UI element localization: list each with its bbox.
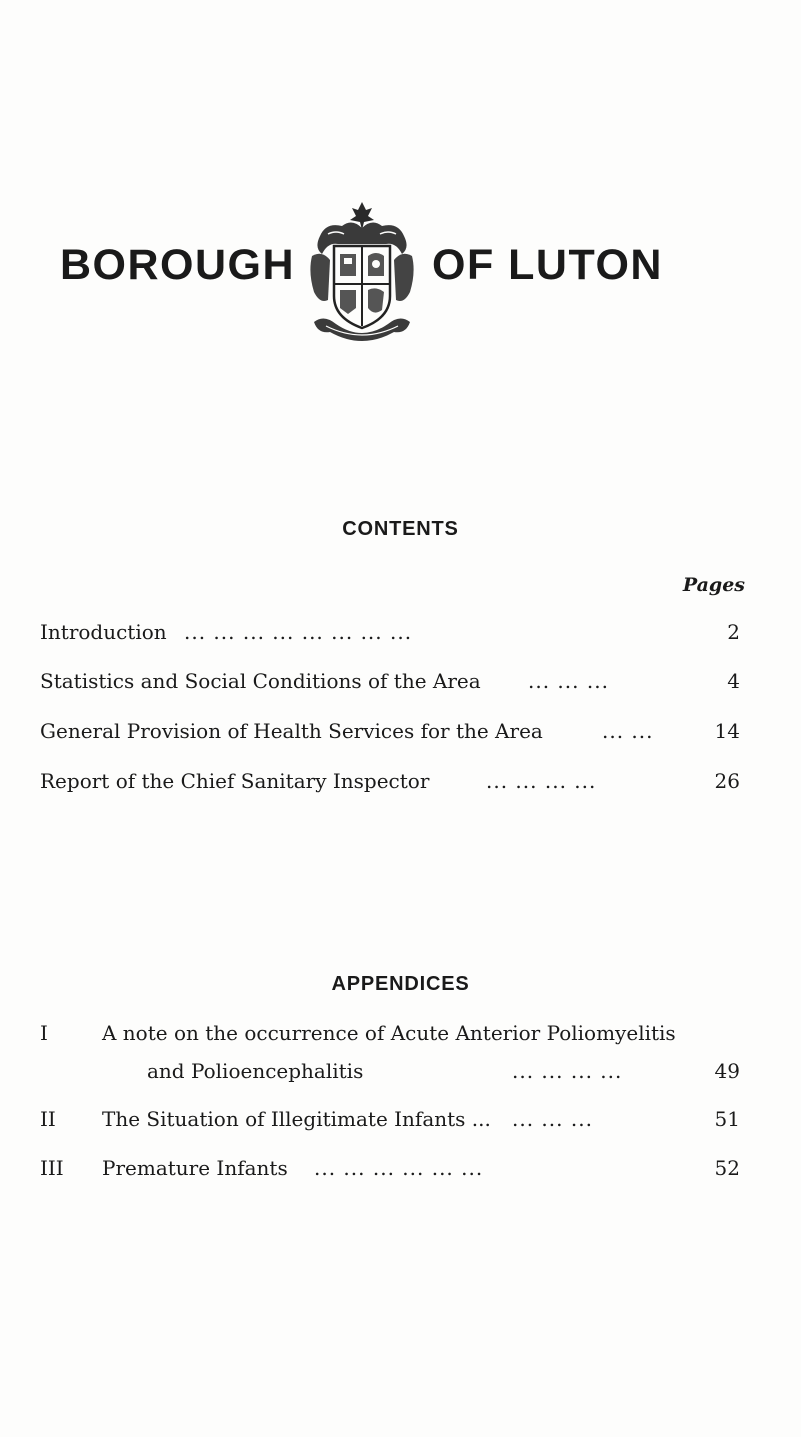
toc-entry-health-services: [40, 716, 740, 746]
toc-entry-leader: ... ...: [602, 719, 654, 743]
coat-of-arms-crest: [306, 200, 418, 350]
toc-entry-leader: ... ... ...: [528, 669, 609, 693]
toc-entry-title: Report of the Chief Sanitary Inspector: [40, 769, 430, 793]
appendix-page: 51: [714, 1107, 740, 1131]
appendix-title-line2: and Polioencephalitis: [147, 1059, 364, 1083]
appendix-entry-i: [40, 1018, 740, 1088]
toc-entry-page: 14: [714, 719, 740, 743]
toc-entry-page: 2: [727, 620, 740, 644]
appendix-number: III: [40, 1156, 64, 1180]
toc-entry-page: 26: [714, 769, 740, 793]
toc-entry-leader: ... ... ... ... ... ... ... ...: [184, 620, 413, 644]
pages-column-label: Pages: [682, 574, 745, 596]
appendix-leader: ... ... ...: [512, 1107, 593, 1131]
appendix-title-line1: A note on the occurrence of Acute Anterior Poliomyelitis: [102, 1021, 676, 1045]
masthead-of-luton-text: OF LUTON: [432, 241, 663, 289]
appendix-page: 52: [714, 1156, 740, 1180]
toc-entry-leader: ... ... ... ...: [486, 769, 597, 793]
appendix-entry-ii: [40, 1104, 740, 1134]
toc-entry-introduction: [40, 617, 740, 647]
toc-entry-sanitary-inspector: [40, 766, 740, 796]
appendix-leader: ... ... ... ... ... ...: [314, 1156, 484, 1180]
toc-entry-title: General Provision of Health Services for the Area: [40, 719, 543, 743]
toc-entry-title: Introduction: [40, 620, 167, 644]
appendix-leader: ... ... ... ...: [512, 1059, 623, 1083]
toc-entry-page: 4: [727, 669, 740, 693]
appendices-heading: APPENDICES: [331, 973, 470, 995]
appendix-page: 49: [714, 1059, 740, 1083]
appendix-entry-iii: [40, 1153, 740, 1183]
appendix-number: I: [40, 1021, 48, 1045]
masthead: [0, 200, 801, 350]
appendix-number: II: [40, 1107, 56, 1131]
appendix-title: The Situation of Illegitimate Infants ...: [102, 1107, 491, 1131]
toc-entry-statistics: [40, 666, 740, 696]
masthead-borough-text: BOROUGH: [60, 241, 296, 289]
toc-entry-title: Statistics and Social Conditions of the Area: [40, 669, 481, 693]
appendix-title: Premature Infants: [102, 1156, 288, 1180]
contents-heading: CONTENTS: [342, 518, 459, 540]
